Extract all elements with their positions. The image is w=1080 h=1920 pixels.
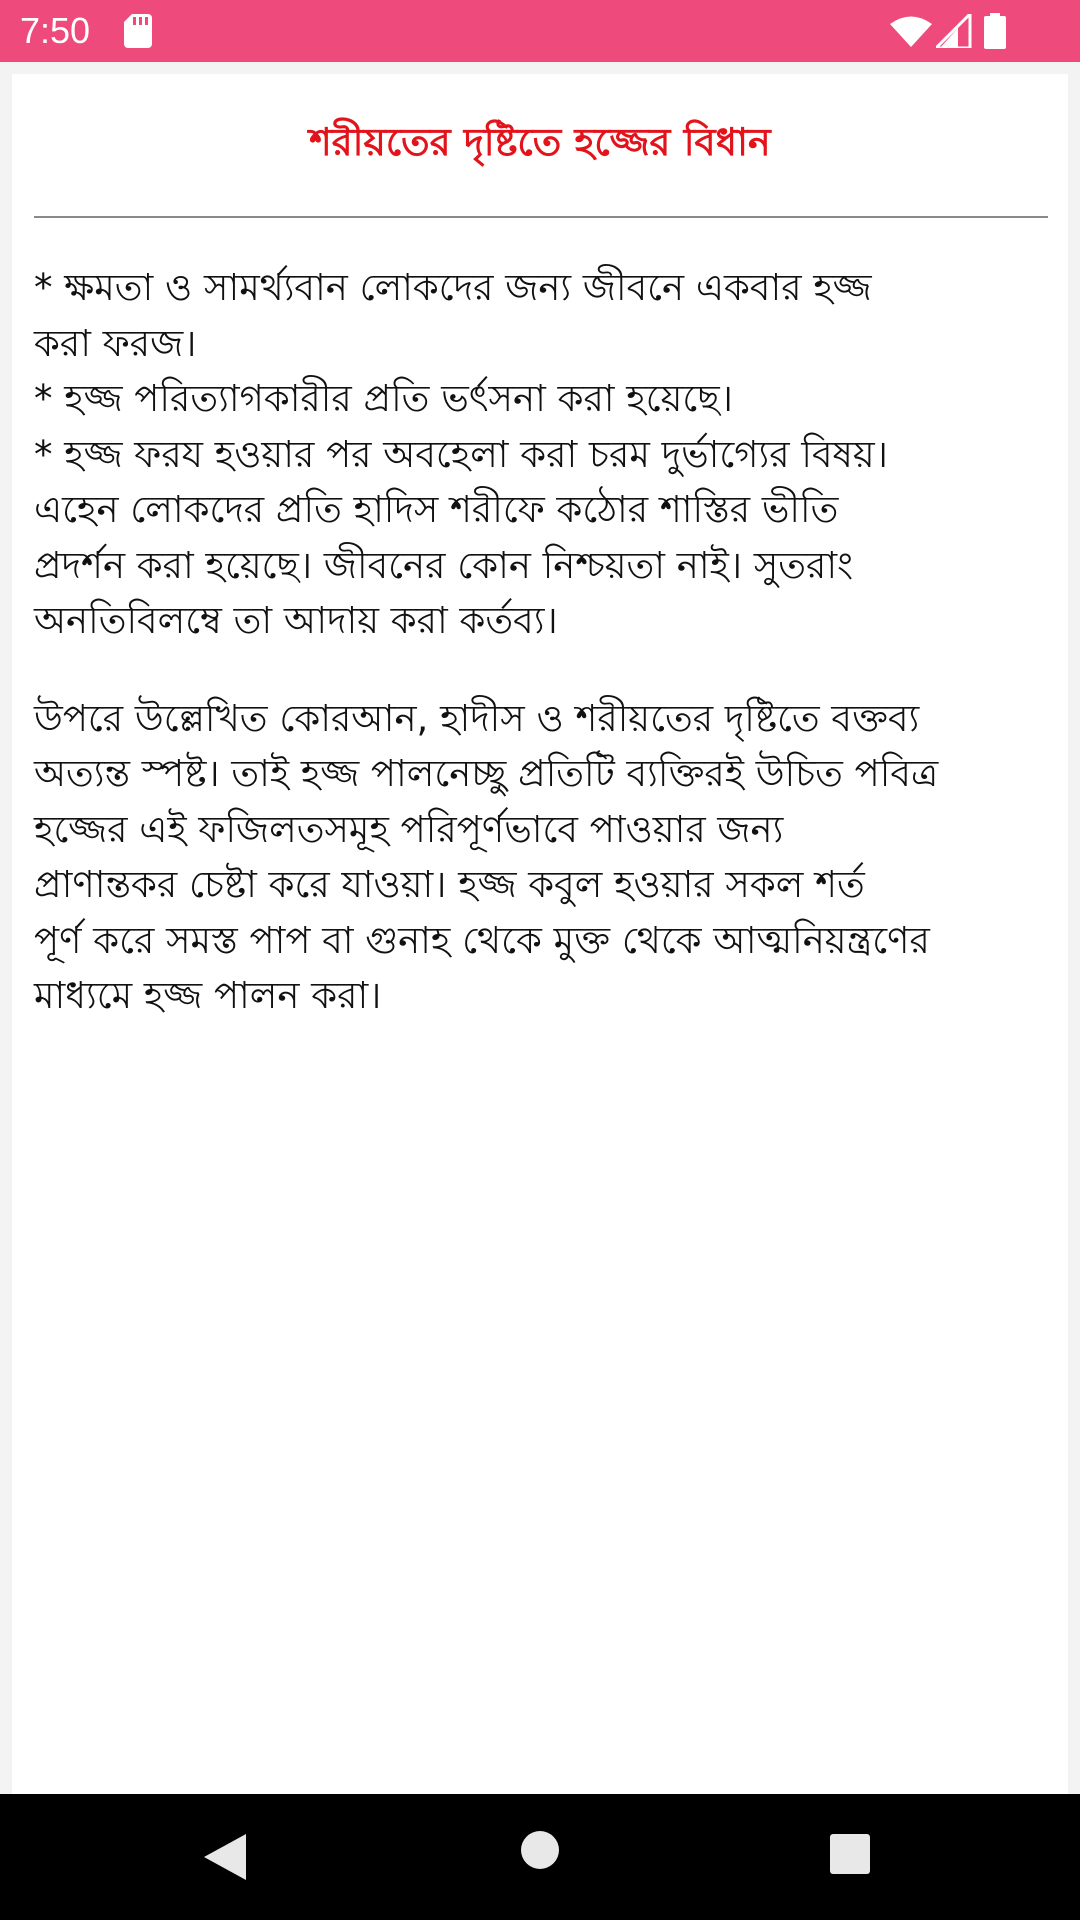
wifi-icon	[890, 15, 932, 47]
paragraph-1	[34, 260, 1060, 649]
text-line: এহেন লোকদের প্রতি হাদিস শরীফে কঠোর শাস্তির ভীতি	[34, 488, 839, 531]
text-line: অত্যন্ত স্পষ্ট। তাই হজ্জ পালনেচ্ছু প্রতিটি ব্যক্তিরই উচিত পবিত্র	[34, 752, 939, 795]
paragraph-gap	[34, 649, 1060, 691]
back-icon[interactable]	[204, 1834, 246, 1880]
text-line: করা ফরজ।	[34, 321, 197, 365]
recents-icon[interactable]	[830, 1834, 870, 1874]
navigation-bar	[0, 1794, 1080, 1920]
text-line: পূর্ণ করে সমস্ত পাপ বা গুনাহ থেকে মুক্ত থেকে আত্মনিয়ন্ত্রণের	[34, 918, 930, 962]
text-line: প্রদর্শন করা হয়েছে। জীবনের কোন নিশ্চয়তা নাই। সুতরাং	[34, 543, 854, 587]
text-line: উপরে উল্লেখিত কোরআন, হাদীস ও শরীয়তের দৃষ্টিতে বক্তব্য	[34, 696, 920, 740]
home-icon[interactable]	[520, 1830, 560, 1870]
text-line: হজ্জের এই ফজিলতসমূহ পরিপূর্ণভাবে পাওয়ার জন্য	[34, 807, 784, 851]
article-body	[34, 260, 1060, 1024]
sd-card-icon	[124, 14, 152, 48]
text-line: * হজ্জ ফরয হওয়ার পর অবহেলা করা চরম দুর্ভাগ্যের বিষয়।	[34, 432, 888, 476]
text-line: * হজ্জ পরিত্যাগকারীর প্রতি ভর্ৎসনা করা হয়েছে।	[34, 377, 733, 420]
cell-signal-icon	[936, 14, 972, 48]
article-content	[12, 74, 1068, 1794]
paragraph-2	[34, 691, 1060, 1024]
text-line: * ক্ষমতা ও সামর্থ্যবান লোকদের জন্য জীবনে একবার হজ্জ	[34, 266, 872, 309]
battery-icon	[984, 13, 1006, 49]
text-line: প্রাণান্তকর চেষ্টা করে যাওয়া। হজ্জ কবুল হওয়ার সকল শর্ত	[34, 863, 865, 906]
text-line: অনতিবিলম্বে তা আদায় করা কর্তব্য।	[34, 599, 558, 642]
status-bar	[0, 0, 1080, 62]
page-title: শরীয়তের দৃষ্টিতে হজ্জের বিধান	[309, 120, 771, 164]
text-line: মাধ্যমে হজ্জ পালন করা।	[34, 974, 382, 1017]
title-divider	[34, 216, 1048, 218]
status-time: 7:50	[20, 10, 91, 51]
